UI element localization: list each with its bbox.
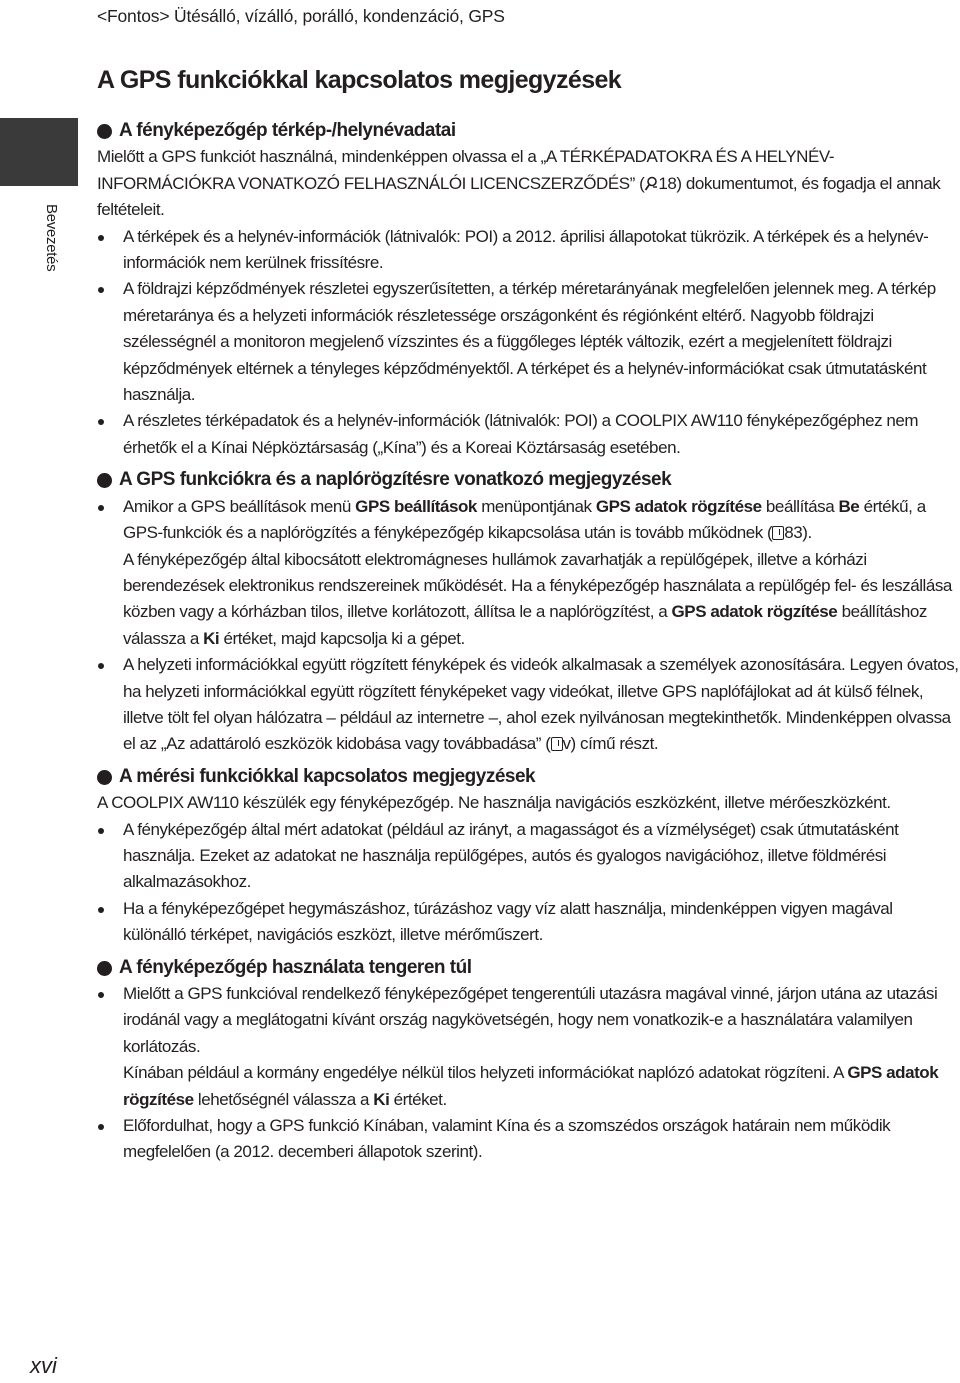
bullet-icon bbox=[98, 992, 104, 998]
section-bullet-icon bbox=[97, 473, 112, 488]
page-number: xvi bbox=[30, 1353, 57, 1378]
side-tab-label: Bevezetés bbox=[43, 204, 60, 272]
bullet-icon bbox=[98, 828, 104, 834]
section-heading-text: A fényképezőgép térkép-/helynévadatai bbox=[119, 120, 456, 141]
list-item bbox=[97, 817, 959, 896]
section-heading-text: A fényképezőgép használata tengeren túl bbox=[119, 956, 472, 978]
option-value: Ki bbox=[373, 1089, 390, 1109]
bullet-icon bbox=[98, 663, 104, 669]
text: v) című részt. bbox=[562, 734, 659, 754]
list-item-text: Ha a fényképezőgépet hegymászáshoz, túrázáshoz vagy víz alatt használja, mindenképpen vigyen magával különálló térképet, navigációs eszközt, illetve mérőműszert. bbox=[123, 898, 893, 945]
section-heading-map bbox=[97, 118, 959, 144]
text: beállítása bbox=[761, 496, 839, 516]
text: lehetőségnél válassza a bbox=[193, 1089, 374, 1109]
map-bullets bbox=[97, 224, 959, 462]
list-item bbox=[97, 652, 959, 758]
section-heading-text: A GPS funkciókra és a naplórögzítésre vonatkozó megjegyzések bbox=[119, 469, 672, 491]
text: menüpontjának bbox=[476, 496, 596, 516]
option-value: Be bbox=[838, 496, 860, 516]
bullet-icon bbox=[98, 1124, 104, 1130]
section-heading-text: A mérési funkciókkal kapcsolatos megjegyzések bbox=[119, 765, 536, 787]
list-item bbox=[97, 408, 959, 461]
list-item-text: A részletes térképadatok és a helynév-információk (látnivalók: POI) a COOLPIX AW110 fényképezőgéphez nem érhetők el a Kínai Népköztársaság („Kína”) és a Koreai Köztársaság esetében. bbox=[123, 411, 919, 457]
bullet-icon bbox=[98, 907, 104, 913]
text: értéket. bbox=[389, 1089, 447, 1109]
section-bullet-icon bbox=[97, 770, 112, 785]
section-bullet-icon bbox=[97, 124, 112, 139]
map-intro bbox=[97, 144, 959, 223]
text: Amikor a GPS beállítások menü bbox=[123, 496, 356, 516]
text: A helyzeti információkkal együtt rögzített fényképek és videók alkalmasak a személyek azonosítására. Legyen óvatos, ha helyzeti információkkal együtt rögzített fényképeket vagy videókat, illetve GPS naplófájlokat ad át külső félnek, illetve tölt fel olyan hálózatra – például az internetre –, ahol ezek nyilvánosan megtekinthetők. Mindenképpen olvassa el az „Az adattároló eszközök kidobása vagy továbbadása” ( bbox=[123, 655, 959, 754]
list-item-text: A térképek és a helynév-információk (látnivalók: POI) a 2012. áprilisi állapotokat tükrözik. A térképek és a helynév-információk nem kerülnek frissítésre. bbox=[123, 226, 929, 273]
list-item bbox=[97, 276, 959, 408]
section-heading-log bbox=[97, 467, 959, 493]
manual-page-icon bbox=[551, 737, 563, 751]
page-title: A GPS funkciókkal kapcsolatos megjegyzések bbox=[97, 66, 622, 94]
text: Kínában például a kormány engedélye nélkül tilos helyzeti információkat naplózó adatokat rögzíteni. A bbox=[123, 1063, 848, 1083]
text: A fényképezőgép által kibocsátott elektromágneses hullámok zavarhatják a repülőgépek, illetve a kórházi berendezések elektronikus rendszereinek működését. Ha a fényképezőgép használata a repülőgép fel- és leszállása közben vagy a kórházban tilos, illetve korlátozott, állítsa le a naplórögzítést, a bbox=[123, 549, 952, 622]
bullet-icon bbox=[98, 287, 104, 293]
text: értéket, majd kapcsolja ki a gépet. bbox=[219, 628, 465, 648]
menu-name: GPS beállítások bbox=[355, 496, 477, 516]
section-heading-measure bbox=[97, 764, 959, 790]
list-item bbox=[97, 224, 959, 277]
bullet-icon bbox=[98, 235, 104, 241]
list-item bbox=[97, 494, 959, 652]
list-item bbox=[97, 1113, 959, 1166]
list-item-text: A fényképezőgép által mért adatokat (például az irányt, a magasságot és a vízmélységet) csak útmutatásként használja. Ezeket az adatokat ne használja repülőgépes, autós és gyalogos navigációhoz, illetve földmérési alkalmazásokhoz. bbox=[123, 819, 899, 892]
text: beállításhoz válassza a bbox=[123, 602, 927, 648]
option-name: GPS adatok rögzítése bbox=[595, 496, 762, 516]
bullet-icon bbox=[98, 419, 104, 425]
bullet-icon bbox=[98, 505, 104, 511]
section-bullet-icon bbox=[97, 961, 112, 976]
text: Mielőtt a GPS funkcióval rendelkező fényképezőgépet tengerentúli utazásra magával vinné, járjon utána az utazási irodánál vagy a meglátogatni kívánt ország nagykövetségén, hogy nem vonatkozik-e a használatára valamilyen korlátozás. bbox=[123, 984, 938, 1056]
option-name: GPS adatok rögzítése bbox=[123, 1063, 939, 1109]
side-tab-block bbox=[0, 118, 78, 186]
map-intro-text: Mielőtt a GPS funkciót használná, mindenképpen olvassa el a „A TÉRKÉPADATOKRA ÉS A HELYNÉV-INFORMÁCIÓKRA VONATKOZÓ FELHASZNÁLÓI LICENCSZERZŐDÉS” ( bbox=[97, 147, 835, 193]
option-value: Ki bbox=[203, 628, 220, 648]
measure-intro: A COOLPIX AW110 készülék egy fényképezőgép. Ne használja navigációs eszközként, illetve mérőeszközként. bbox=[97, 793, 891, 813]
text: 83). bbox=[784, 523, 812, 543]
list-item bbox=[97, 981, 959, 1113]
manual-page-icon bbox=[772, 526, 784, 540]
list-item-text: A földrajzi képződmények részletei egyszerűsítetten, a térkép méretarányának megfelelően jelennek meg. A térkép méretaránya és a helyzeti információk részletessége országonként és régiónként eltérő. Nagyobb földrajzi szélességnél a monitoron megjelenő vízszintes és a függőleges lépték változik, ezért a megjelenített földrajzi képződmények eltérnek a tényleges képződményektől. A térképet és a helynév-információkat csak útmutatásként használja. bbox=[123, 279, 936, 405]
list-item-text: Előfordulhat, hogy a GPS funkció Kínában, valamint Kína és a szomszédos országok határain nem működik megfelelően (a 2012. decemberi állapotok szerint). bbox=[123, 1116, 891, 1162]
abroad-bullets bbox=[97, 981, 959, 1166]
text: értékű, a GPS-funkciók és a naplórögzítés a fényképezőgép kikapcsolása után is tovább működnek ( bbox=[123, 496, 926, 543]
main-content bbox=[97, 118, 959, 1166]
section-heading-abroad bbox=[97, 955, 959, 981]
measure-bullets bbox=[97, 817, 959, 949]
list-item bbox=[97, 896, 959, 949]
log-bullets bbox=[97, 494, 959, 758]
reference-section-icon bbox=[644, 176, 658, 191]
map-intro-text-end: 18) dokumentumot, és fogadja el annak feltételeit. bbox=[97, 173, 941, 220]
running-header: <Fontos> Ütésálló, vízálló, porálló, kondenzáció, GPS bbox=[97, 6, 505, 26]
option-name: GPS adatok rögzítése bbox=[671, 602, 838, 622]
